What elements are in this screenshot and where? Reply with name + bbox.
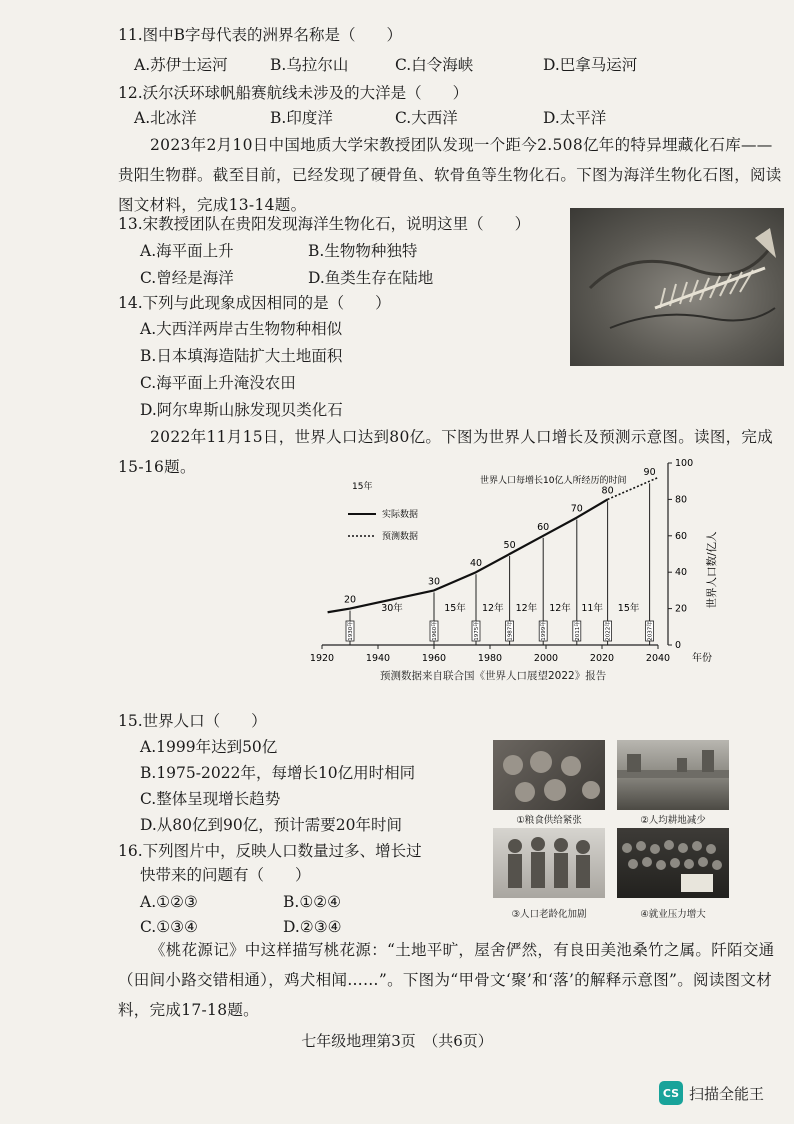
point-value-label: 70 [570,503,583,515]
y-tick-label: 80 [675,494,688,506]
q12-option-a: A.北冰洋 [134,109,197,127]
camscanner-icon: CS [659,1081,683,1105]
q14-option-a: A.大西洋两岸古生物物种相似 [140,320,343,338]
year-box-label: 1987年 [507,621,514,641]
caption-photo-2: ②人均耕地减少 [640,815,706,826]
y-tick-label: 60 [675,530,688,542]
point-value-label: 40 [469,558,483,570]
q11-stem: 11.图中B字母代表的洲界名称是（ ） [118,26,403,44]
q13-option-d: D.鱼类生存在陆地 [308,269,434,287]
interval-label: 12年 [482,603,504,614]
interval-label: 12年 [515,603,538,614]
scanner-watermark-text: 扫描全能王 [689,1084,765,1103]
caption-photo-4: ④就业压力增大 [640,909,706,920]
legend-prefix: 15年 [352,482,373,492]
photo-farmland [617,740,729,810]
legend-forecast-label: 预测数据 [382,532,419,542]
year-box-label: 1930年 [348,621,354,641]
point-value-label: 60 [537,521,550,533]
y-tick-label: 0 [675,640,682,651]
passage-taohuayuan: 《桃花源记》中这样描写桃花源：“土地平旷，屋舍俨然，有良田美池桑竹之属。阡陌交通（田间小路交错相通），鸡犬相闻……”。下图为“甲骨文‘聚’和‘落’的解释示意图”。阅读图文材料，完成17-18题。 [118,941,775,1019]
x-tick-label: 1960 [421,653,447,664]
x-tick-label: 1940 [365,653,391,664]
x-axis-label: 年份 [692,653,712,664]
y-tick-label: 40 [675,567,688,579]
series-actual-line [328,499,608,612]
q14-option-d: D.阿尔卑斯山脉发现贝类化石 [140,401,343,419]
population-chart [310,455,740,667]
y-tick-label: 100 [675,458,694,469]
scanner-watermark [659,1081,764,1105]
x-tick-label: 2000 [533,653,559,664]
q13-stem: 13.宋教授团队在贵阳发现海洋生物化石，说明这里（ ） [118,215,531,233]
point-value-label: 90 [643,467,656,479]
year-box-label: 1975年 [474,621,480,641]
chart-source: 预测数据来自联合国《世界人口展望2022》报告 [380,670,607,682]
interval-label: 15年 [444,603,466,614]
q14-option-b: B.日本填海造陆扩大土地面积 [140,347,343,365]
point-value-label: 30 [427,576,441,588]
q15-option-b: B.1975-2022年，每增长10亿用时相同 [140,764,416,782]
interval-label: 30年 [381,603,403,614]
x-tick-label: 2040 [645,653,671,664]
photo-food-supply [493,740,605,810]
x-tick-label: 1980 [477,653,503,664]
q16-stem-line2: 快带来的问题有（ ） [140,866,311,884]
legend-actual-label: 实际数据 [382,510,419,520]
q14-option-c: C.海平面上升淹没农田 [140,374,296,392]
year-box-label: 1960年 [432,621,438,641]
q11-option-a: A.苏伊士运河 [134,56,228,74]
q12-option-d: D.太平洋 [543,109,607,127]
year-box-label: 1999年 [541,621,548,641]
q12-stem: 12.沃尔沃环球帆船赛航线未涉及的大洋是（ ） [118,84,469,102]
q16-stem-line1: 16.下列图片中，反映人口数量过多、增长过 [118,842,422,860]
y-axis-label: 世界人口数/亿人 [706,531,718,609]
q15-option-c: C.整体呈现增长趋势 [140,790,281,808]
q16-option-a: A.①②③ [140,893,198,911]
year-box-label: 2011年 [574,621,581,641]
chart-title: 世界人口每增长10亿人所经历的时间 [480,476,627,486]
point-value-label: 20 [343,594,357,606]
q11-option-b: B.乌拉尔山 [270,56,349,74]
y-tick-label: 20 [675,603,688,615]
passage-fossil: 2023年2月10日中国地质大学宋教授团队发现一个距今2.508亿年的特异埋藏化石库——贵阳生物群。截至目前，已经发现了硬骨鱼、软骨鱼等生物化石。下图为海洋生物化石图，阅读图文材料，完成13-14题。 [118,136,782,214]
x-tick-label: 1920 [310,653,335,664]
photo-employment [617,828,729,898]
q13-option-b: B.生物物种独特 [308,242,418,260]
photo-aging [493,828,605,898]
q12-option-c: C.大西洋 [395,109,458,127]
point-value-label: 80 [601,485,614,497]
q15-stem: 15.世界人口（ ） [118,712,267,730]
q13-option-c: C.曾经是海洋 [140,269,234,287]
passage-population: 2022年11月15日，世界人口达到80亿。下图为世界人口增长及预测示意图。读图，完成15-16题。 [118,428,774,476]
q15-option-d: D.从80亿到90亿，预计需要20年时间 [140,816,402,834]
fossil-photo [570,208,784,366]
year-box-label: 2022年 [605,621,612,641]
q13-option-a: A.海平面上升 [140,242,234,260]
caption-photo-3: ③人口老龄化加剧 [511,909,587,920]
q11-option-c: C.白令海峡 [395,56,474,74]
x-tick-label: 2020 [589,653,615,664]
page-footer: 七年级地理第3页 （共6页） [301,1032,493,1050]
interval-label: 12年 [549,603,571,614]
q12-option-b: B.印度洋 [270,109,333,127]
q15-option-a: A.1999年达到50亿 [140,738,278,756]
interval-label: 11年 [581,603,603,614]
q14-stem: 14.下列与此现象成因相同的是（ ） [118,294,391,312]
year-box-label: 2037年 [647,621,654,641]
interval-label: 15年 [617,603,640,614]
q16-option-b: B.①②④ [283,893,342,911]
fossil-illustration [570,208,784,366]
q16-option-d: D.②③④ [283,918,342,936]
caption-photo-1: ①粮食供给紧张 [516,815,582,826]
q11-option-d: D.巴拿马运河 [543,56,638,74]
point-value-label: 50 [503,540,516,551]
q16-option-c: C.①③④ [140,918,198,936]
